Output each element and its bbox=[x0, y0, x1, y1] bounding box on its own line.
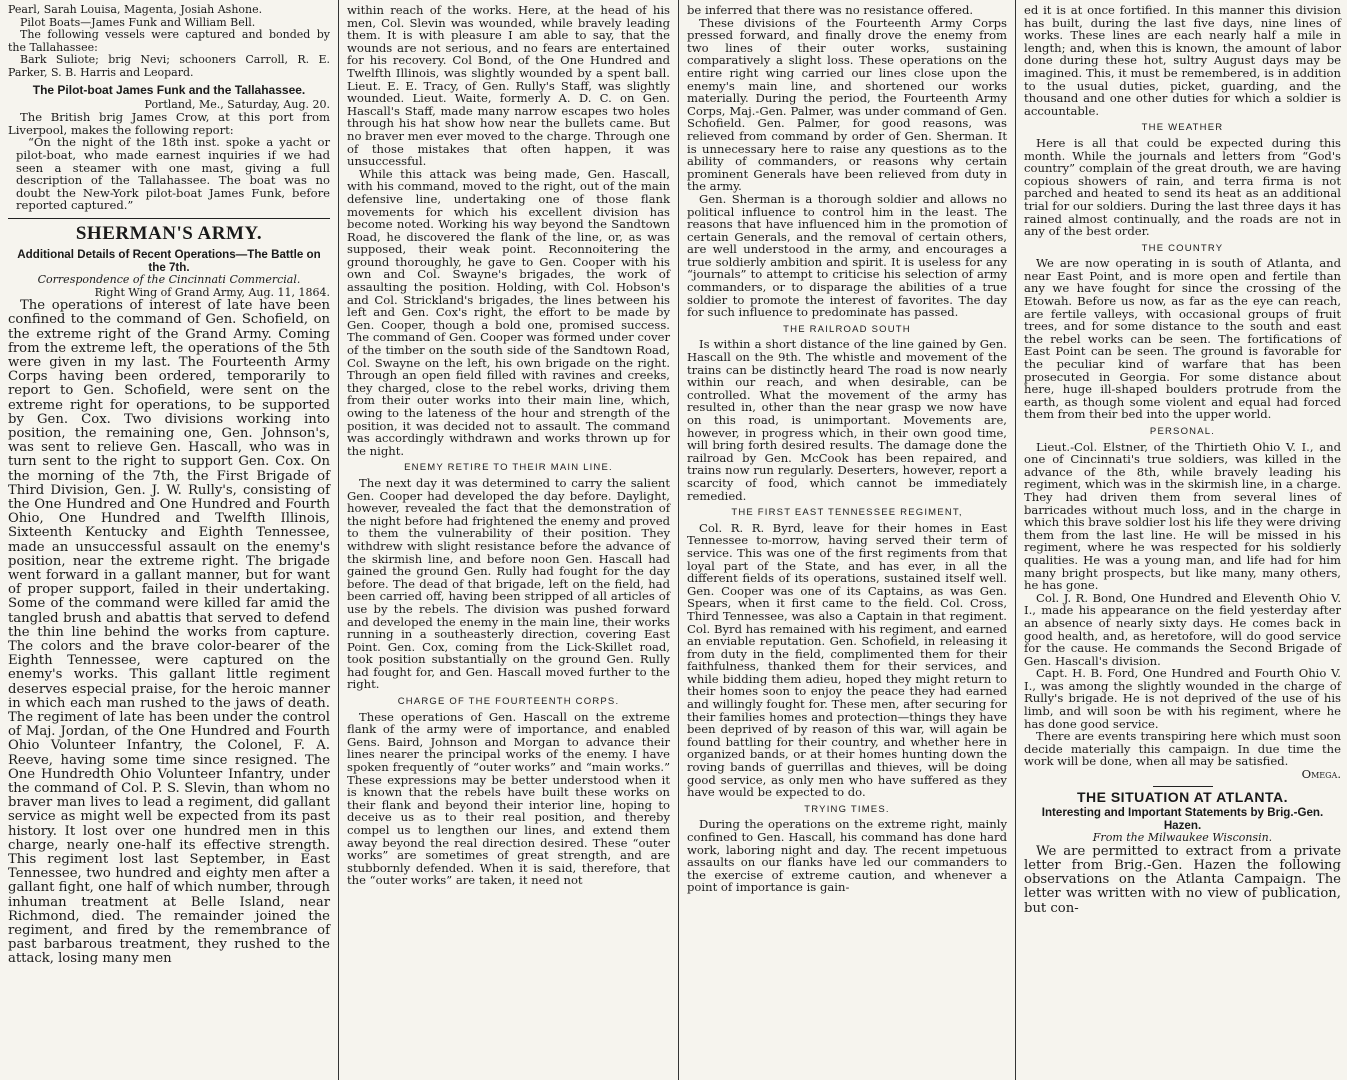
article-paragraph: There are events transpiring here which must soon decide materially this campaign. In due time the work will be done, when all may be satisfied. bbox=[1024, 729, 1341, 769]
article-dateline: Right Wing of Grand Army, Aug. 11, 1864. bbox=[94, 285, 330, 299]
shipping-line: Pearl, Sarah Louisa, Magenta, Josiah Ashone. bbox=[8, 3, 263, 16]
article-paragraph: While this attack was being made, Gen. Hascall, with his command, moved to the right, out of the main defensive line, undertaking one of those flank movements for which his excellent division has become noted. Working his way beyond the Sandtown Road, he discovered the flank of the line, or, as was supposed, their weak point. Reconnoitering the ground thoroughly, he gave to Gen. Cooper with his own and Col. Swayne's brigades, the work of assaulting the position. Holding, with Col. Hobson's and Col. Strickland's brigades, the lines between his left and Gen. Cox's right, the effort to be made by Gen. Cooper, though a bold one, promised success. The command of Gen. Cooper was formed under cover of the timber on the south side of the Sandtown Road, Col. Swayne on the left, his own brigade on the right. Through an open field filled with ravines and creeks, they charged, close to the rebel works, driving them from their outer works into their main line, which, owing to the lateness of the hour and strength of the position, it was decided not to assault. The command was accordingly withdrawn and works thrown up for the night. bbox=[347, 166, 670, 458]
article-paragraph: Col. J. R. Bond, One Hundred and Eleventh Ohio V. I., made his appearance on the field yesterday after an absence of nearly sixty days. He comes back in good health, and, as heretofore, will do good service for the cause. He commands the Second Brigade of Gen. Hascall's division. bbox=[1024, 590, 1341, 668]
section-heading: ENEMY RETIRE TO THEIR MAIN LINE. bbox=[404, 462, 613, 474]
shipping-line: The following vessels were captured and bonded by the Tallahassee: bbox=[8, 28, 330, 54]
section-heading: THE FIRST EAST TENNESSEE REGIMENT, bbox=[731, 507, 963, 519]
pilot-boat-quote: “On the night of the 18th inst. spoke a yacht or pilot-boat, who made earnest inquiries if we had seen a steamer with one mast, giving a full description of the Tallahassee. The boat was no doubt the New-York pilot-boat James Funk, before reported captured.” bbox=[16, 135, 330, 213]
article-paragraph: These divisions of the Fourteenth Army Corps pressed forward, and finally drove the enemy from two lines of their outer works, sustaining comparatively a slight loss. These operations on the entire right wing carried our lines close upon the enemy's main line, and shortened our works materially. During the period, the Fourteenth Army Corps, Maj.-Gen. Palmer, was under command of Gen. Schofield. Gen. Palmer, for good reasons, was relieved from command by order of Gen. Sherman. It is unnecessary here to raise any questions as to the ability of commanders, or reasons why certain prominent Generals have been relieved from duty in the army. bbox=[687, 15, 1007, 194]
section-heading: THE WEATHER bbox=[1141, 122, 1224, 134]
article-paragraph: Is within a short distance of the line gained by Gen. Hascall on the 9th. The whistle and movement of the trains can be distinctly heard The road is now nearly within our reach, and when desirable, can be controlled. What the movement of the army has resulted in, other than the near grasp we now have on this road, is unimportant. Movements are, however, in progress which, in their own good time, will bring forth desired results. The damage done the railroad by Gen. McCook has been repaired, and trains now run regularly. Deserters, however, report a scarcity of food, which cannot be immediately remedied. bbox=[687, 337, 1007, 503]
article-paragraph: Here is all that could be expected during this month. While the journals and letters from “God's country” complain of the great drouth, we are having copious showers of rain, and terra firma is not parched and heated to send its heat as an additional trial for our soldiers. During the last three days it has rained almost continually, and the roads are not in any of the best order. bbox=[1024, 135, 1341, 239]
signature: Omega. bbox=[1301, 767, 1341, 782]
article-subhead: Additional Details of Recent Operations—The Battle on the 7th. bbox=[17, 247, 321, 274]
pilot-boat-body: The British brig James Crow, at this port from Liverpool, makes the following report: bbox=[8, 110, 330, 137]
column-2 bbox=[338, 0, 676, 1080]
article-paragraph: The operations of interest of late have been confined to the command of Gen. Schofield, on the extreme right of the Grand Army. Coming from the extreme left, the operations of the 5th were given in my last. The Fourteenth Army Corps having been ordered, temporarily to report to Gen. Schofield, were sent on the extreme right for operations, to be supported by Gen. Cox. Two divisions working into position, the remaining one, Gen. Johnson's, was sent to relieve Gen. Hascall, who was in turn sent to the right to support Gen. Cox. On the morning of the 7th, the First Brigade of Third Division, Gen. J. W. Rully's, consisting of the One Hundred and One Hundred and Fourth Ohio, One Hundred and Twelfth Illinois, Sixteenth Kentucky and Eighth Tennessee, made an unsuccessful assault on the enemy's position, near the extreme right. The brigade went forward in a gallant manner, but for want of proper support, failed in their undertaking. Some of the command were killed far amid the tangled brush and abattis that served to defend the thin line behind the works from capture. The colors and the brave color-bearer of the Eighth Tennessee, were captured on the enemy's works. This gallant little regiment deserves especial praise, for the heroic manner in which each man rushed to the jaws of death. The regiment of late has been under the control of Maj. Jordan, of the One Hundred and Fourth Ohio Volunteer Infantry, the Colonel, F. A. Reeve, having some time since resigned. The One Hundredth Ohio Volunteer Infantry, under the command of Col. P. S. Slevin, than whom no braver man lives to lead a regiment, did gallant service as might well be expected from its past history. It lost over one hundred men in this charge, nearly one-half its effective strength. This regiment lost last September, in East Tennessee, two hundred and eighty men after a gallant fight, one half of which number, through inhuman treatment at Belle Island, near Richmond, died. The remainder joined the regiment, and fired by the remembrance of past barbarous treatment, they rushed to the attack, losing many men bbox=[8, 298, 330, 967]
column-3 bbox=[678, 0, 1013, 1080]
situation-headline: THE SITUATION AT ATLANTA. bbox=[1076, 788, 1289, 805]
article-paragraph: During the operations on the extreme right, mainly confined to Gen. Hascall, his command has done hard work, laboring night and day. The recent impetuous assaults on our flanks have led our commanders to the exercise of extreme caution, and whenever a point of importance is gain- bbox=[687, 817, 1007, 895]
shipping-line: Bark Suliote; brig Nevi; schooners Carroll, R. E. Parker, S. B. Harris and Leopard. bbox=[8, 53, 330, 79]
article-paragraph: Col. R. R. Byrd, leave for their homes in East Tennessee to-morrow, having served their term of service. This was one of the first regiments from that loyal part of the State, and has ever, in all the different fields of its operations, sustained itself well. Gen. Cooper was one of its Captains, as was Gen. Spears, when it first came to the field. Col. Cross, Third Tennessee, was also a Captain in that regiment. Col. Byrd has remained with his regiment, and earned an enviable reputation. Gen. Schofield, in releasing it from duty in the field, complimented them for their faithfulness, thanked them for their services, and while bidding them adieu, hoped they might return to their homes soon to enjoy the peace they had earned and willingly fought for. These men, after securing for their families homes and protection—things they have been deprived of by reason of this war, will again be found battling for their country, and whether here in organized bands, or at their homes hunting down the roving bands of guerrillas and thieves, will be doing good service, as only men who have suffered as they have would be expected to do. bbox=[687, 520, 1007, 800]
article-paragraph: ed it is at once fortified. In this manner this division has built, during the last five days, nine lines of works. These lines are each nearly half a mile in length; and, when this is known, the amount of labor done during these hot, sultry August days may be imagined. This, it must be remembered, is in addition to the usual duties, picket, guarding, and the thousand and one other duties for which a soldier is accountable. bbox=[1024, 3, 1341, 118]
section-heading: THE COUNTRY bbox=[1141, 242, 1224, 254]
situation-source: From the Milwaukee Wisconsin. bbox=[1092, 831, 1273, 845]
shermans-army-headline: SHERMAN'S ARMY. bbox=[75, 222, 263, 244]
article-paragraph: Capt. H. B. Ford, One Hundred and Fourth Ohio V. I., was among the slightly wounded in the charge of Rully's brigade. He is not deprived of the use of his limb, and will soon be with his regiment, where he has done good service. bbox=[1024, 666, 1341, 731]
column-4 bbox=[1015, 0, 1347, 1080]
short-divider bbox=[1153, 786, 1213, 787]
section-heading: CHARGE OF THE FOURTEENTH CORPS. bbox=[397, 696, 620, 708]
article-paragraph: within reach of the works. Here, at the head of his men, Col. Slevin was wounded, while bravely leading them. It is with pleasure I am able to say, that the wounds are not serious, and no fears are entertained for his recovery. Col Bond, of the One Hundred and Twelfth Illinois, was slightly wounded by a spent ball. Lieut. E. E. Tracy, of Gen. Rully's Staff, was slightly wounded. Lieut. Waite, formerly A. D. C. on Gen. Hascall's Staff, made many narrow escapes two holes through his hat show how near the bullets came. But no braver men ever moved to the charge. Through one of those mistakes that often happen, it was unsuccessful. bbox=[347, 3, 670, 169]
article-paragraph: We are now operating in is south of Atlanta, and near East Point, and is more open and fertile than any we have fought for since the crossing of the Etowah. Before us now, as far as the eye can reach, are fertile valleys, with occasional groups of fruit trees, and for some distance to the south and east the rebel works can be seen. The fortifications of East Point can be seen. The ground is favorable for the peculiar kind of warfare that has been prosecuted in Georgia. For some distance about here, huge ill-shaped boulders protrude from the earth, as though some violent and equal had forced them from their bed into the upper world. bbox=[1024, 256, 1341, 422]
correspondence-credit: Correspondence of the Cincinnati Commercial. bbox=[37, 272, 301, 286]
section-heading: PERSONAL. bbox=[1149, 426, 1216, 437]
section-heading: THE RAILROAD SOUTH bbox=[783, 323, 911, 335]
article-paragraph: The next day it was determined to carry the salient Gen. Cooper had developed the day before. Daylight, however, revealed the fact that the demonstration of the night before had frightened the enemy and proved to them the vulnerability of their position. They withdrew with slight resistance before the advance of the skirmish line, and before noon Gen. Hascall had gained the ground Gen. Rully had fought for the day before. The dead of that brigade, left on the field, had been carried off, having been stripped of all articles of use by the rebels. The division was pushed forward and developed the enemy in the main line, their works running in a southeasterly direction, covering East Point. Gen. Cox, coming from the Lick-Skillet road, took position substantially on the ground Gen. Rully had fought for, and Gen. Hascall moved further to the right. bbox=[347, 475, 670, 692]
shipping-line: Pilot Boats—James Funk and William Bell. bbox=[20, 15, 256, 29]
section-heading: TRYING TIMES. bbox=[804, 803, 890, 815]
pilot-boat-headline: The Pilot-boat James Funk and the Tallahassee. bbox=[32, 82, 306, 97]
article-paragraph: be inferred that there was no resistance offered. bbox=[687, 3, 974, 17]
article-paragraph: These operations of Gen. Hascall on the extreme flank of the army were of importance, and enabled Gens. Baird, Johnson and Morgan to advance their lines nearer the principal works of the enemy. I have spoken frequently of “outer works” and “main works.” These expressions may be better understood when it is known that the rebels have built these works on their flank and beyond their interior line, hoping to deceive us as to their real position, and thereby compel us to lengthen our lines, and extend them away beyond the real direction desired. These “outer works” are sometimes of great strength, and are stubbornly defended. When it is said, therefore, that the “outer works” are taken, it need not bbox=[347, 709, 670, 888]
situation-body: We are permitted to extract from a private letter from Brig.-Gen. Hazen the following observations on the Atlanta Campaign. The letter was written with no view of publication, but con- bbox=[1024, 843, 1341, 916]
article-paragraph: Gen. Sherman is a thorough soldier and allows no political influence to control him in the least. The reasons that have influenced him in the promotion of certain Generals, and the removal of certain others, are well understood in the army, and encourages a true soldierly ambition and spirit. It is useless for any “journals” to attempt to criticise his selection of army commanders, or to disparage the abilities of a true soldier to promote the interest of favorites. The day for such influence to predominate has passed. bbox=[687, 191, 1007, 320]
pilot-boat-dateline: Portland, Me., Saturday, Aug. 20. bbox=[144, 97, 330, 111]
column-1 bbox=[0, 0, 336, 1080]
section-divider bbox=[8, 218, 330, 219]
shipping-news bbox=[8, 4, 330, 80]
article-paragraph: Lieut.-Col. Elstner, of the Thirtieth Ohio V. I., and one of Cincinnati's true soldiers, was killed in the advance of the 8th, while bravely leading his regiment, which was in the skirmish line, in a charge. They had driven them from several lines of barricades without much loss, and in the charge in which this brave soldier lost his life they were driving them from the last line. He will be missed in his regiment, where he was respected for his soldierly qualities. He was a young man, and life had for him many bright prospects, but like many, many others, he has gone. bbox=[1024, 439, 1341, 593]
situation-subhead: Interesting and Important Statements by Brig.-Gen. Hazen. bbox=[1041, 806, 1324, 833]
